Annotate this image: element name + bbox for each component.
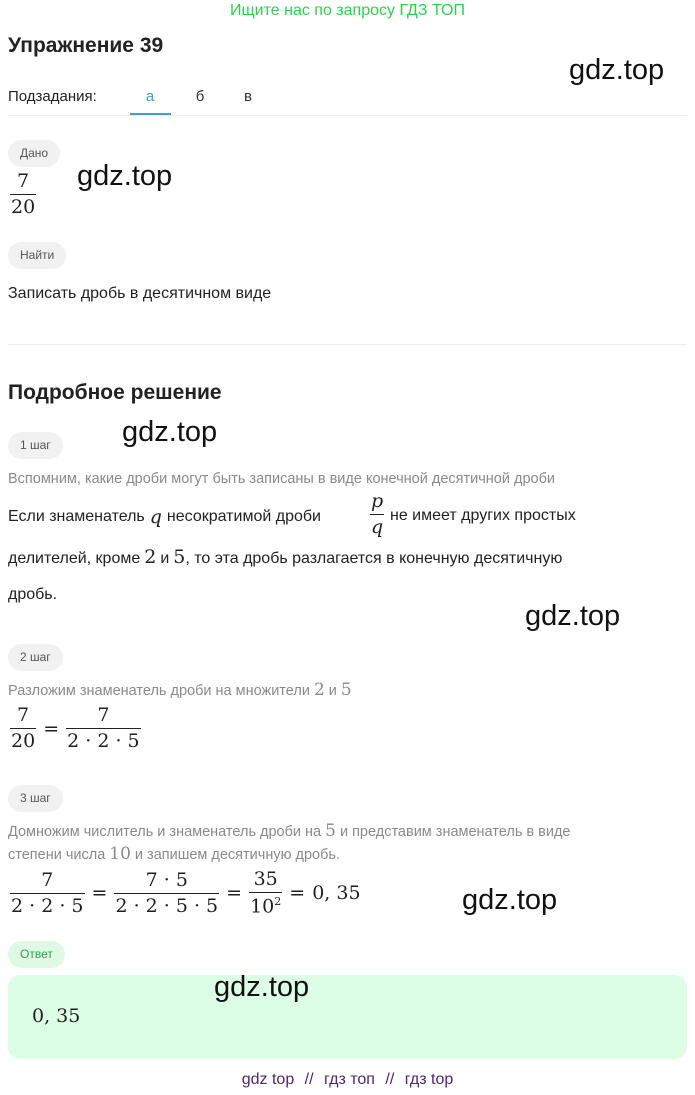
step1-text: и — [160, 550, 170, 567]
fraction-numerator: 7 — [17, 170, 30, 192]
math-number: 10 — [109, 844, 131, 864]
footer-link-gdz-top[interactable]: gdz top — [241, 1071, 295, 1088]
fraction-denominator — [249, 892, 282, 916]
answer-value: 0, 35 — [32, 1005, 81, 1027]
solution-title: Подробное решение — [8, 381, 222, 404]
equals-sign: = — [43, 717, 60, 740]
fraction-numerator: 7 — [17, 704, 30, 726]
step1-text: не имеет других простых — [390, 507, 576, 524]
watermark: gdz.top — [525, 600, 621, 632]
fraction-numerator: 7 — [41, 868, 54, 891]
step1-fraction — [370, 492, 384, 537]
equals-sign: = — [226, 882, 243, 905]
step2-hint — [8, 679, 352, 702]
exercise-title: Упражнение 39 — [8, 34, 164, 57]
step1-text: делителей, кроме — [8, 550, 141, 567]
fraction-denominator: 20 — [11, 196, 36, 218]
step1-line1 — [8, 506, 321, 528]
footer-separator: // — [304, 1071, 314, 1088]
power-exponent: 2 — [274, 895, 282, 908]
step2-pill: 2 шаг — [8, 644, 63, 671]
step2-hint-text: Разложим знаменатель дроби на множители — [8, 683, 310, 699]
footer-links — [0, 1071, 695, 1089]
step3-hint-text: и представим знаменатель в виде — [339, 824, 571, 840]
step1-line2 — [8, 546, 562, 568]
answer-pill: Ответ — [8, 941, 65, 968]
step1-line3: дробь. — [8, 586, 58, 603]
divider — [8, 344, 687, 345]
find-text: Записать дробь в десятичном виде — [8, 285, 272, 302]
divider — [8, 115, 687, 116]
step3-equation — [10, 870, 361, 916]
power-base: 10 — [250, 895, 275, 918]
footer-separator: // — [385, 1071, 395, 1088]
top-banner-link[interactable]: Ищите нас по запросу ГДЗ ТОП — [230, 2, 465, 19]
watermark: gdz.top — [77, 160, 173, 192]
given-pill: Дано — [8, 140, 60, 167]
step1-text: несократимой дроби — [166, 508, 321, 525]
equals-sign: = — [91, 882, 108, 905]
watermark: gdz.top — [462, 884, 558, 916]
step3-result: 0, 35 — [312, 882, 361, 905]
tab-a[interactable]: а — [145, 88, 155, 105]
step3-hint-text: степени числа — [8, 847, 106, 863]
fraction — [66, 706, 141, 751]
footer-link-gdz-top-mixed[interactable]: гдз top — [404, 1071, 454, 1088]
watermark: gdz.top — [214, 971, 310, 1003]
step1-hint: Вспомним, какие дроби могут быть записаны в виде конечной десятичной дроби — [8, 471, 555, 487]
step1-text: , то эта дробь разлагается в конечную десятичную — [185, 550, 563, 567]
fraction-numerator: 7 · 5 — [145, 868, 188, 891]
fraction — [10, 706, 36, 751]
fraction-numerator: 35 — [253, 868, 278, 890]
tab-b[interactable]: б — [195, 88, 205, 105]
math-number: 2 — [144, 546, 157, 568]
step3-hint-text: и запишем десятичную дробь. — [134, 847, 340, 863]
math-number: 5 — [173, 546, 186, 568]
watermark: gdz.top — [569, 54, 665, 86]
footer-link-gdz-top-ru[interactable]: гдз топ — [324, 1071, 375, 1088]
fraction-denominator: 2 · 2 · 5 — [67, 730, 140, 752]
step2-equation — [10, 706, 141, 751]
step1-text: Если знаменатель — [8, 508, 145, 525]
fraction — [114, 868, 219, 917]
equals-sign: = — [289, 882, 306, 905]
find-pill: Найти — [8, 242, 66, 269]
math-var: q — [149, 506, 162, 528]
fraction-denominator: 20 — [11, 730, 36, 752]
step3-hint-line2 — [8, 843, 340, 866]
math-number: 5 — [340, 680, 352, 700]
step3-hint-text: Домножим числитель и знаменатель дроби на — [8, 824, 322, 840]
math-number: 5 — [325, 821, 336, 841]
math-number: 2 — [313, 680, 325, 700]
fraction-denominator: 2 · 2 · 5 — [11, 894, 84, 917]
fraction-denominator: q — [371, 516, 384, 538]
given-fraction — [10, 172, 36, 217]
watermark: gdz.top — [122, 416, 218, 448]
answer-box — [8, 975, 687, 1059]
step3-hint-line1 — [8, 820, 570, 843]
step2-hint-text: и — [328, 683, 337, 699]
fraction — [10, 868, 85, 917]
step3-pill: 3 шаг — [8, 785, 63, 812]
step1-pill: 1 шаг — [8, 432, 63, 459]
fraction — [249, 870, 282, 916]
tab-v[interactable]: в — [244, 88, 252, 105]
subtasks-label: Подзадания: — [8, 88, 97, 105]
fraction-numerator: p — [371, 490, 384, 512]
fraction-denominator: 2 · 2 · 5 · 5 — [115, 894, 219, 917]
fraction-numerator: 7 — [97, 704, 110, 726]
